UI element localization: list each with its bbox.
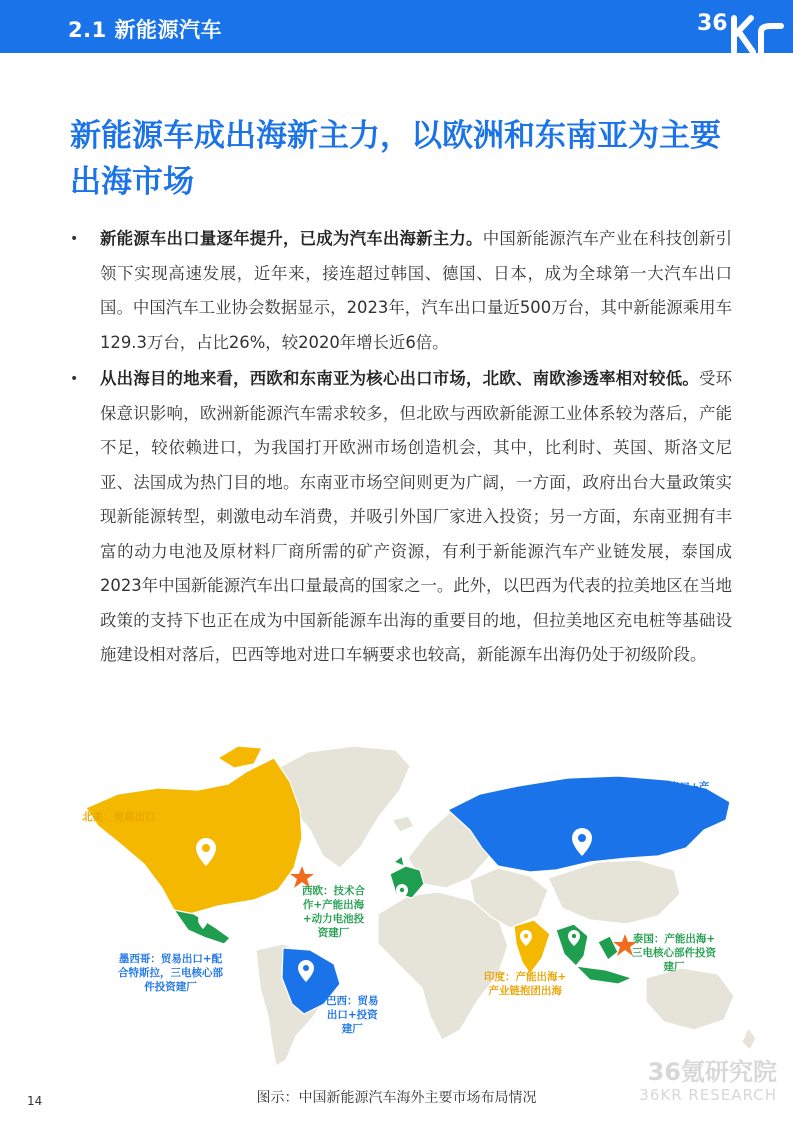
bullet-dot: • [70, 231, 79, 247]
label-west-europe: 西欧：技术合 作+产能出海 +动力电池投 资建厂 [302, 885, 365, 939]
bullet-list [70, 222, 732, 673]
southeast-asia [556, 924, 588, 966]
north-america [86, 758, 302, 914]
india [514, 920, 550, 974]
bullet-dot: • [70, 371, 79, 387]
label-north-america: 北美：贸易出口 [82, 811, 156, 823]
world-map [78, 738, 778, 1068]
bullet-lead: 新能源车出口量逐年提升，已成为汽车出海新主力。 [100, 229, 483, 248]
page-title: 新能源车成出海新主力，以欧洲和东南亚为主要出海市场 [70, 118, 721, 200]
bullet-text: 受环保意识影响，欧洲新能源汽车需求较多，但北欧与西欧新能源工业体系较为落后，产能不足，较依赖进口，为我国打开欧洲市场创造机会，其中，比利时、英国、斯洛文尼亚、法国成为热门目的地。东南亚市场空间则更为广阔，一方面，政府出台大量政策实现新能源转型，刺激电动车消费，并吸引外国厂家进入投资；另一方面，东南亚拥有丰富的动力电池及原材料厂商所需的矿产资源，有利于新能源汽车产业链发展，泰国成2023年中国新能源汽车出口量最高的国家之一。此外，以巴西为代表的拉美地区在当地政策的支持下也正在成为中国新能源车出海的重要目的地，但拉美地区充电桩等基础设施建设相对落后，巴西等地对进口车辆要求也较高，新能源车出海仍处于初级阶段。 [100, 369, 732, 664]
label-brazil: 巴西：贸易 出口+投资 建厂 [326, 995, 379, 1035]
bullet-text: 中国新能源汽车产业在科技创新引领下实现高速发展，近年来，接连超过韩国、德国、日本，成为全球第一大汽车出口国。中国汽车工业协会数据显示，2023年，汽车出口量近500万台，其中新能源乘用车129.3万台，占比26%，较2020年增长近6倍。 [100, 229, 733, 352]
watermark-line1: 36氪研究院 [647, 1058, 777, 1086]
east-asia [548, 860, 680, 924]
figure-caption: 图示：中国新能源汽车海外主要市场布局情况 [256, 1090, 537, 1106]
section-title: 2.1 新能源汽车 [68, 18, 223, 42]
label-russia: 俄罗斯：贸易出口+产 业链协同出海 [606, 781, 710, 807]
bullet-item [70, 362, 732, 673]
label-india: 印度：产能出海+ 产业链抱团出海 [484, 971, 567, 997]
page-number: 14 [27, 1094, 43, 1108]
label-mexico: 墨西哥：贸易出口+配 合特斯拉，三电核心部 件投资建厂 [118, 953, 223, 993]
bullet-item [70, 222, 732, 360]
brand-logo [689, 0, 789, 53]
svg-text:36: 36 [697, 11, 728, 36]
label-thailand: 泰国：产能出海+ 三电核心部件投资 建厂 [632, 933, 716, 973]
australia [646, 968, 734, 1030]
watermark-line2: 36KR RESEARCH [639, 1086, 777, 1104]
bullet-lead: 从出海目的地来看，西欧和东南亚为核心出口市场，北欧、南欧渗透率相对较低。 [100, 369, 699, 388]
